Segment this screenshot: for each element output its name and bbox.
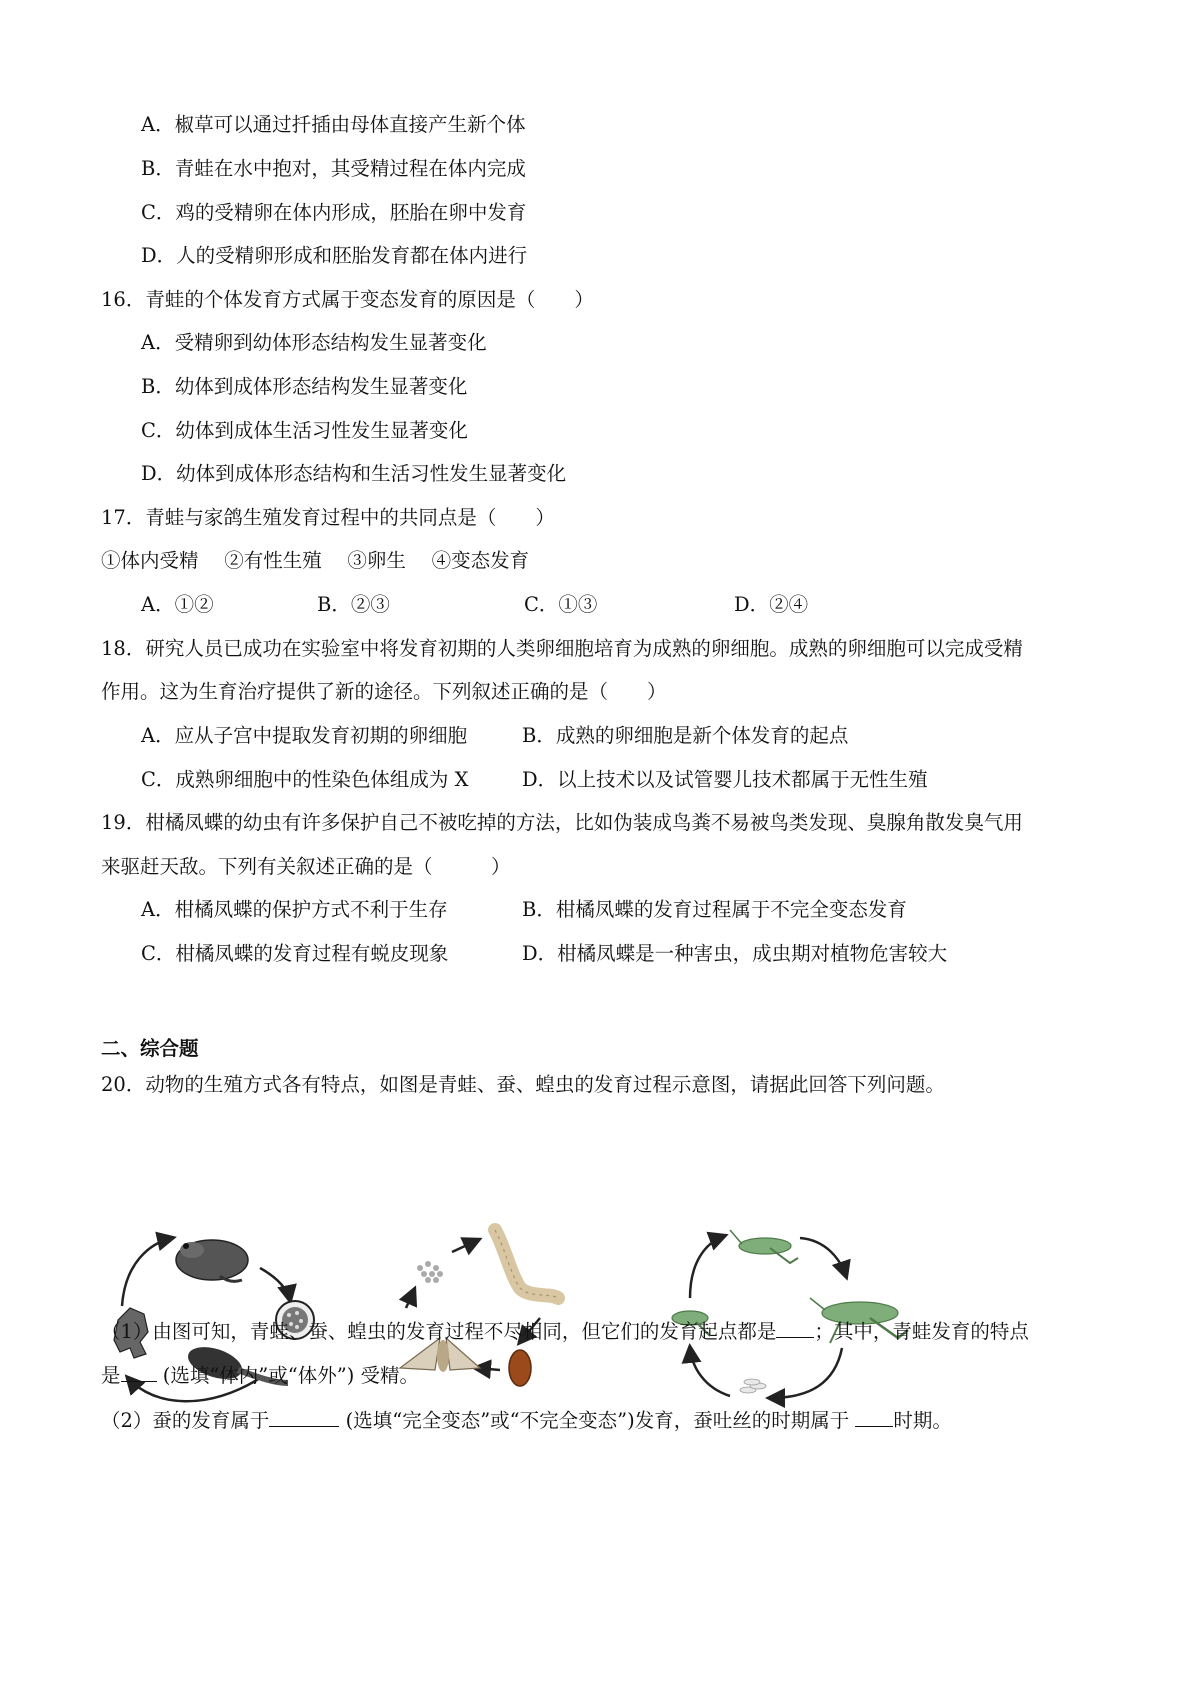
q17-option-b: B．②③ xyxy=(317,593,390,616)
answer-blank-1[interactable] xyxy=(776,1319,814,1338)
answer-blank-3[interactable] xyxy=(269,1408,339,1427)
q20-part1-line1 xyxy=(101,1319,1029,1345)
q19-option-b: B．柑橘凤蝶的发育过程属于不完全变态发育 xyxy=(522,898,907,921)
q17-option-d: D．②④ xyxy=(734,593,809,616)
q20-part2-text-a: （2）蚕的发育属于 xyxy=(101,1409,270,1432)
q19-option-a: A．柑橘凤蝶的保护方式不利于生存 xyxy=(141,898,448,921)
q20-part2-text-b: (选填“完全变态”或“不完全变态”)发育，蚕吐丝的时期属于 xyxy=(339,1409,856,1432)
q16-option-b: B．幼体到成体形态结构发生显著变化 xyxy=(141,375,468,398)
q20-part1-text-c: 是 xyxy=(101,1364,121,1387)
q17-option-c: C．①③ xyxy=(524,593,598,616)
answer-blank-2[interactable] xyxy=(121,1363,157,1382)
q15-option-d: D．人的受精卵形成和胚胎发育都在体内进行 xyxy=(141,244,528,267)
grasshopper-life-cycle-icon xyxy=(660,1218,960,1418)
q17-items: ①体内受精 ②有性生殖 ③卵生 ④变态发育 xyxy=(101,549,530,572)
q18-option-c: C．成熟卵细胞中的性染色体组成为 X xyxy=(141,768,469,791)
q19-stem-line1: 19．柑橘凤蝶的幼虫有许多保护自己不被吃掉的方法，比如伪装成鸟粪不易被鸟类发现、臭腺角散发臭气用 xyxy=(101,811,1023,834)
q17-option-a: A．①② xyxy=(141,593,214,616)
q15-option-a: A．椒草可以通过扦插由母体直接产生新个体 xyxy=(141,113,526,136)
section-title: 二、综合题 xyxy=(101,1037,199,1060)
q17-stem: 17．青蛙与家鸽生殖发育过程中的共同点是（ ） xyxy=(101,506,555,529)
q20-stem: 20．动物的生殖方式各有特点，如图是青蛙、蚕、蝗虫的发育过程示意图，请据此回答下列问题。 xyxy=(101,1073,945,1096)
q16-option-d: D．幼体到成体形态结构和生活习性发生显著变化 xyxy=(141,462,567,485)
q18-stem-line1: 18．研究人员已成功在实验室中将发育初期的人类卵细胞培育为成熟的卵细胞。成熟的卵细胞可以完成受精 xyxy=(101,637,1023,660)
q18-option-b: B．成熟的卵细胞是新个体发育的起点 xyxy=(522,724,849,747)
answer-blank-4[interactable] xyxy=(855,1408,893,1427)
q20-part2-text-c: 时期。 xyxy=(893,1409,952,1432)
q19-option-c: C．柑橘凤蝶的发育过程有蜕皮现象 xyxy=(141,942,449,965)
q15-option-c: C．鸡的受精卵在体内形成，胚胎在卵中发育 xyxy=(141,201,527,224)
q20-part1-line2 xyxy=(101,1363,419,1389)
q20-part1-text-b: ；其中，青蛙发育的特点 xyxy=(814,1320,1029,1343)
q19-stem-line2: 来驱赶天敌。下列有关叙述正确的是（ ） xyxy=(101,855,511,878)
q18-stem-line2: 作用。这为生育治疗提供了新的途径。下列叙述正确的是（ ） xyxy=(101,680,667,703)
q16-stem: 16．青蛙的个体发育方式属于变态发育的原因是（ ） xyxy=(101,288,594,311)
q20-part1-text-a: （1）由图可知，青蛙、蚕、蝗虫的发育过程不尽相同，但它们的发育起点都是 xyxy=(101,1320,777,1343)
q16-option-a: A．受精卵到幼体形态结构发生显著变化 xyxy=(141,331,487,354)
q16-option-c: C．幼体到成体生活习性发生显著变化 xyxy=(141,419,468,442)
q20-part2-line xyxy=(101,1408,952,1434)
q18-option-a: A．应从子宫中提取发育初期的卵细胞 xyxy=(141,724,468,747)
q18-option-d: D．以上技术以及试管婴儿技术都属于无性生殖 xyxy=(522,768,928,791)
q15-option-b: B．青蛙在水中抱对，其受精过程在体内完成 xyxy=(141,157,526,180)
q20-part1-text-d: (选填“体内”或“体外”) 受精。 xyxy=(156,1364,420,1387)
q19-option-d: D．柑橘凤蝶是一种害虫，成虫期对植物危害较大 xyxy=(522,942,948,965)
